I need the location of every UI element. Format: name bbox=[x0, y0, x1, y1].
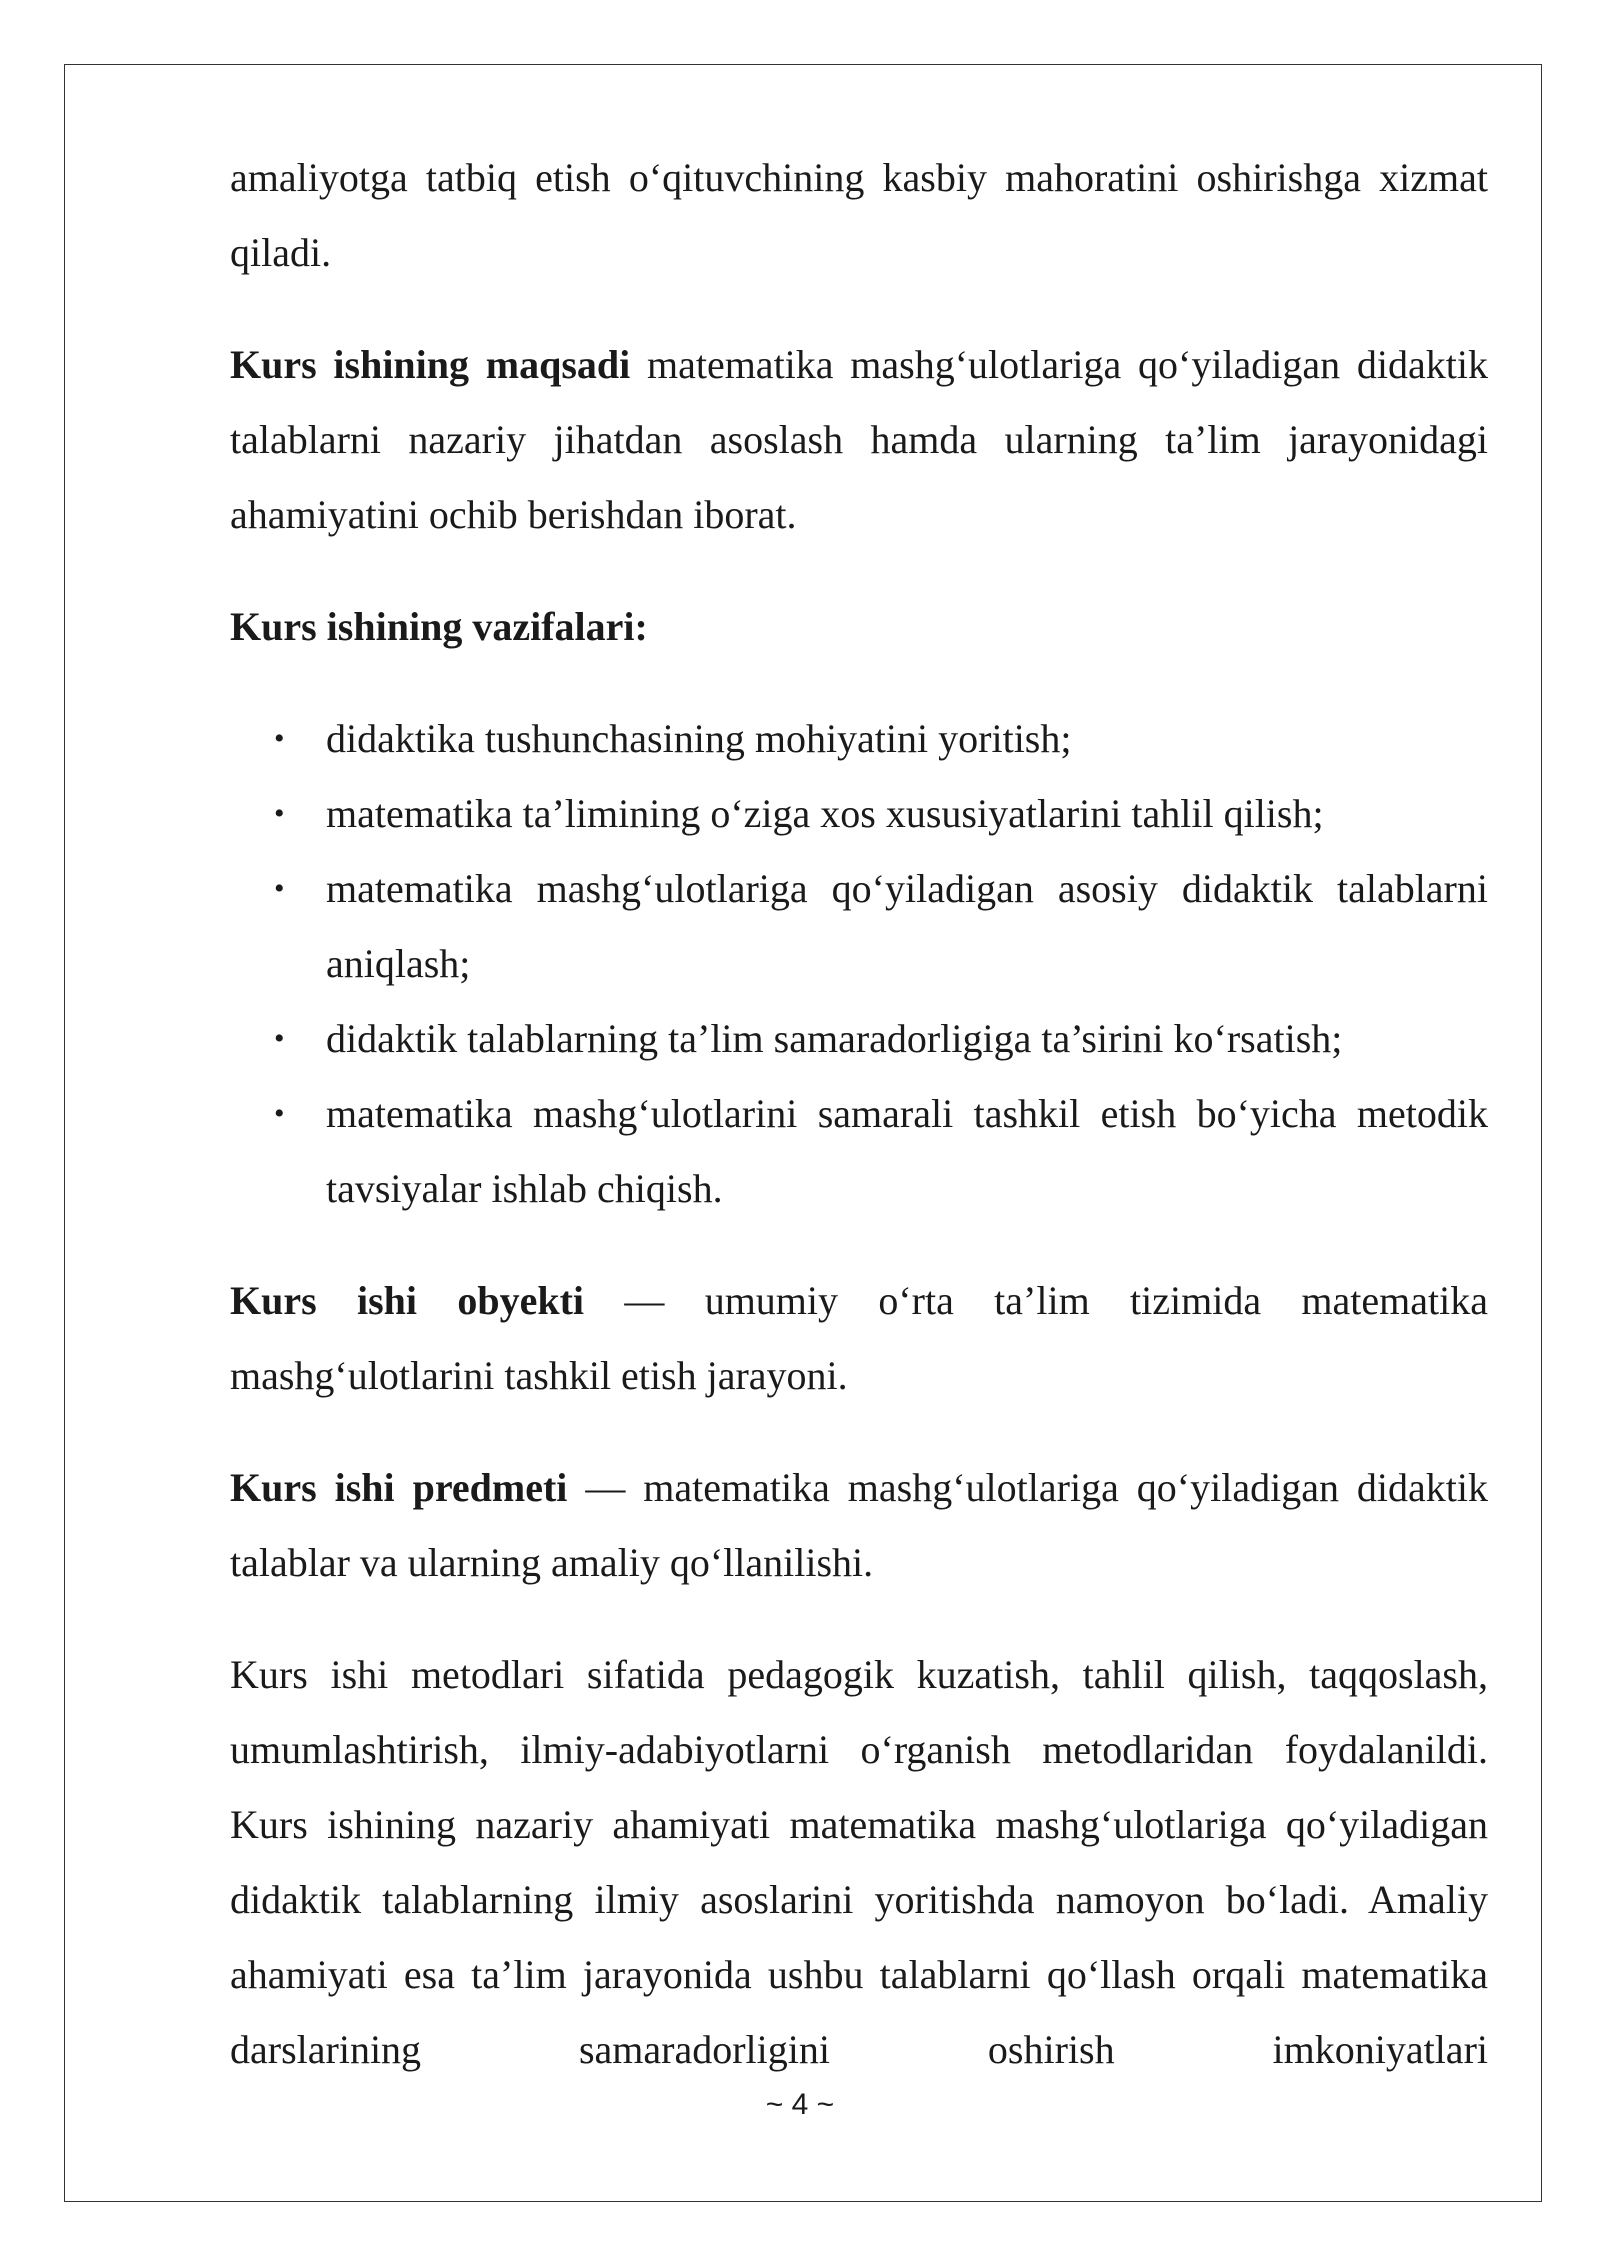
task-text: matematika ta’limining o‘ziga xos xususiyatlarini tahlil qilish; bbox=[326, 791, 1324, 836]
intro-continuation-paragraph: amaliyotga tatbiq etish o‘qituvchining kasbiy mahoratini oshirishga xizmat qiladi. bbox=[230, 155, 1488, 275]
object-text: — umumiy o‘rta ta’lim tizimida matematika mashg‘ulotlarini tashkil etish jarayoni. bbox=[230, 1278, 1488, 1398]
list-item bbox=[230, 776, 1488, 851]
tasks-list bbox=[230, 701, 1488, 1226]
document-body bbox=[230, 140, 1488, 2087]
bullet-icon: • bbox=[274, 872, 285, 905]
task-text: didaktik talablarning ta’lim samaradorligiga ta’sirini ko‘rsatish; bbox=[326, 1016, 1343, 1061]
subject-paragraph bbox=[230, 1450, 1488, 1600]
task-text: matematika mashg‘ulotlariga qo‘yiladigan asosiy didaktik talablarni aniqlash; bbox=[326, 866, 1488, 986]
list-item bbox=[230, 1001, 1488, 1076]
goal-text: matematika mashg‘ulotlariga qo‘yiladigan didaktik talablarni nazariy jihatdan asoslash hamda ularning ta’lim jarayonidagi ahamiyatini ochib berishdan iborat. bbox=[230, 342, 1488, 537]
subject-label: Kurs ishi predmeti bbox=[230, 1465, 568, 1510]
bullet-icon: • bbox=[274, 1097, 285, 1130]
page-number: ~ 4 ~ bbox=[765, 2088, 835, 2121]
bullet-icon: • bbox=[274, 797, 285, 830]
object-label: Kurs ishi obyekti bbox=[230, 1278, 585, 1323]
subject-text: — matematika mashg‘ulotlariga qo‘yiladigan didaktik talablar va ularning amaliy qo‘llanilishi. bbox=[230, 1465, 1488, 1585]
object-paragraph bbox=[230, 1263, 1488, 1413]
bullet-icon: • bbox=[274, 722, 285, 755]
bullet-icon: • bbox=[274, 1022, 285, 1055]
task-text: matematika mashg‘ulotlarini samarali tashkil etish bo‘yicha metodik tavsiyalar ishlab chiqish. bbox=[326, 1091, 1488, 1211]
tasks-heading: Kurs ishining vazifalari: bbox=[230, 604, 648, 649]
goal-paragraph bbox=[230, 327, 1488, 552]
methods-paragraph: Kurs ishi metodlari sifatida pedagogik kuzatish, tahlil qilish, taqqoslash, umumlashtirish, ilmiy-adabiyotlarni o‘rganish metodlaridan foydalanildi. Kurs ishining nazariy ahamiyati matematika mashg‘ulotlariga qo‘yiladigan didaktik talablarning ilmiy asoslarini yoritishda namoyon bo‘ladi. Amaliy ahamiyati esa ta’lim jarayonida ushbu talablarni qo‘llash orqali matematika darslarining samaradorligini oshirish imkoniyatlari bbox=[230, 1652, 1488, 2072]
list-item bbox=[230, 851, 1488, 1001]
goal-label: Kurs ishining maqsadi bbox=[230, 342, 631, 387]
list-item bbox=[230, 1076, 1488, 1226]
list-item bbox=[230, 701, 1488, 776]
task-text: didaktika tushunchasining mohiyatini yoritish; bbox=[326, 716, 1072, 761]
